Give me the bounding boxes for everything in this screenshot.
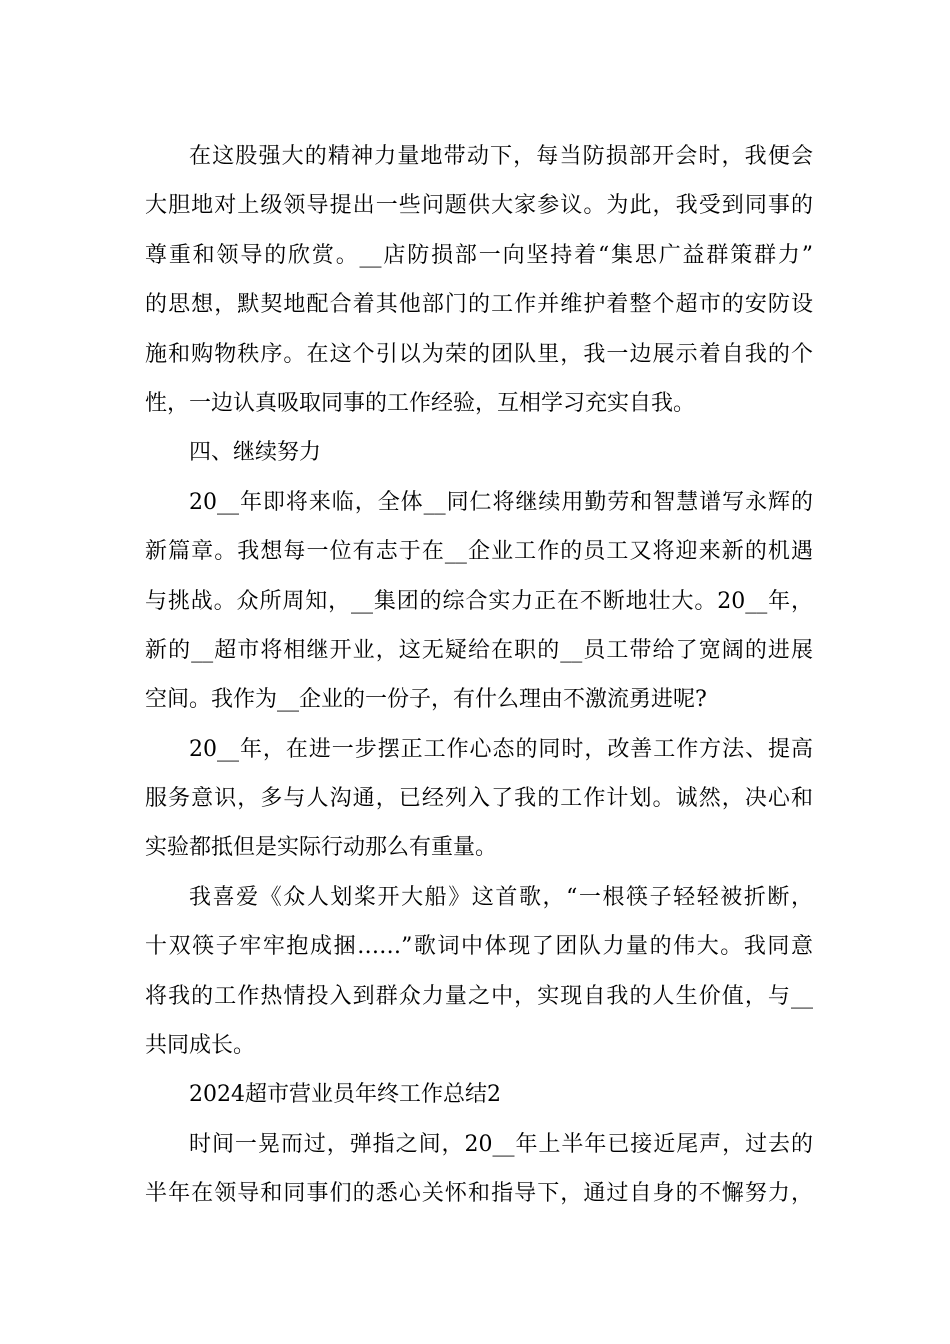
text-line: 与挑战。众所周知，__集团的综合实力正在不断地壮大。20__年， — [145, 588, 813, 614]
document-body — [145, 132, 813, 1219]
text-line: 20__年，在进一步摆正工作心态的同时，改善工作方法、提高 — [189, 736, 813, 762]
section-heading: 四、继续努力 — [189, 440, 322, 466]
text-line: 我喜爱《众人划桨开大船》这首歌，“一根筷子轻轻被折断， — [189, 884, 813, 910]
text-line: 大胆地对上级领导提出一些问题供大家参议。为此，我受到同事的 — [145, 193, 813, 219]
text-line: 半年在领导和同事们的悉心关怀和指导下，通过自身的不懈努力， — [145, 1181, 813, 1207]
text-line: 新的__超市将相继开业，这无疑给在职的__员工带给了宽阔的进展 — [145, 637, 813, 663]
text-line: 施和购物秩序。在这个引以为荣的团队里，我一边展示着自我的个 — [145, 341, 813, 367]
text-line: 共同成长。 — [145, 1033, 256, 1059]
text-line: 20__年即将来临，全体__同仁将继续用勤劳和智慧谱写永辉的 — [189, 489, 813, 515]
text-line: 性，一边认真吸取同事的工作经验，互相学习充实自我。 — [145, 390, 696, 416]
text-line: 的思想，默契地配合着其他部门的工作并维护着整个超市的安防设 — [145, 292, 813, 318]
text-line: 实验都抵但是实际行动那么有重量。 — [145, 835, 498, 861]
section-heading: 2024超市营业员年终工作总结2 — [189, 1082, 501, 1108]
text-line: 新篇章。我想每一位有志于在__企业工作的员工又将迎来新的机遇 — [145, 539, 813, 565]
text-line: 十双筷子牢牢抱成捆……”歌词中体现了团队力量的伟大。我同意 — [145, 934, 813, 960]
text-line: 将我的工作热情投入到群众力量之中，实现自我的人生价值，与__ — [145, 983, 813, 1009]
text-line: 时间一晃而过，弹指之间，20__年上半年已接近尾声，过去的 — [189, 1131, 813, 1157]
text-line: 空间。我作为__企业的一份子，有什么理由不激流勇进呢? — [145, 687, 707, 713]
text-line: 在这股强大的精神力量地带动下，每当防损部开会时，我便会 — [189, 144, 813, 169]
text-line: 尊重和领导的欣赏。__店防损部一向坚持着“集思广益群策群力” — [145, 242, 813, 268]
text-line: 服务意识，多与人沟通，已经列入了我的工作计划。诚然，决心和 — [145, 786, 813, 812]
